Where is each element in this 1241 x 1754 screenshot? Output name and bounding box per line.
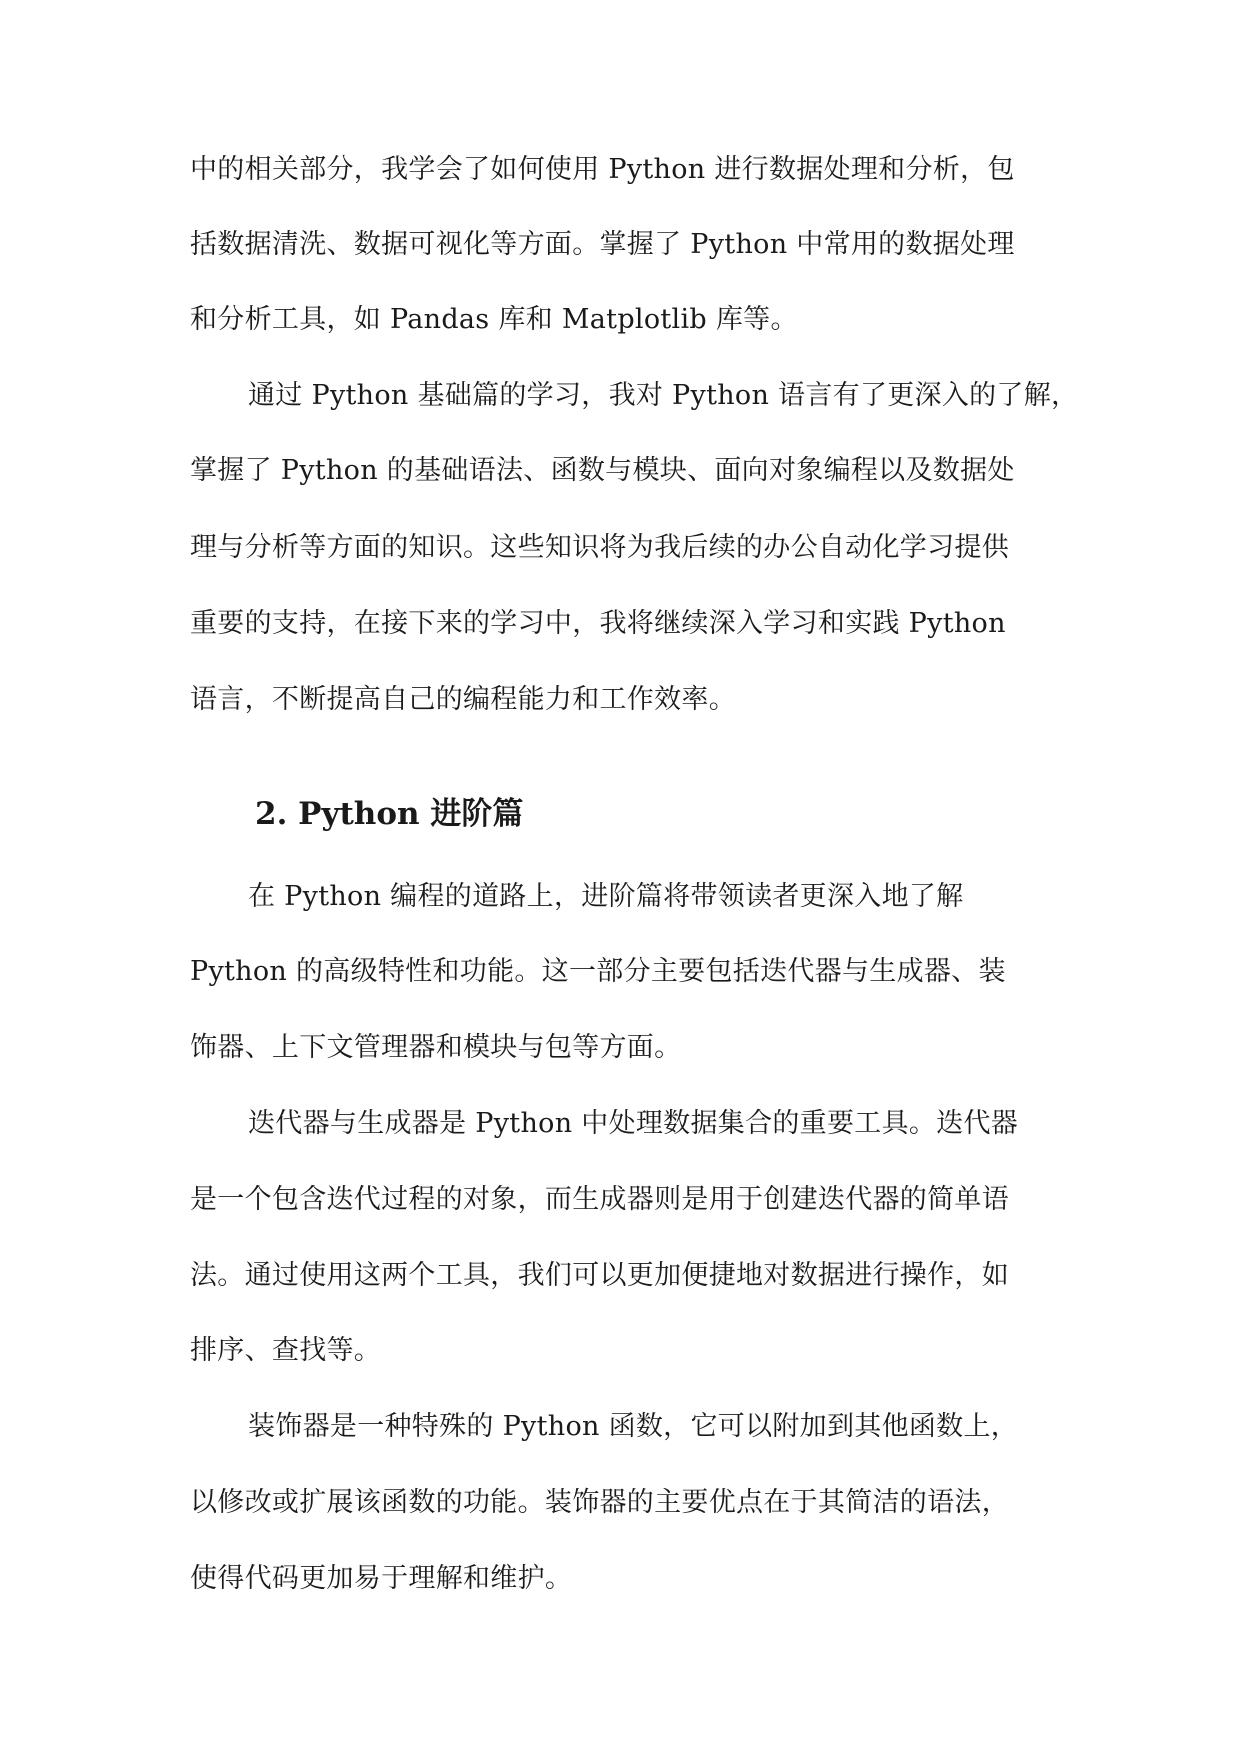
paragraph-4-line-3: 法。通过使用这两个工具，我们可以更加便捷地对数据进行操作，如	[190, 1260, 1009, 1291]
paragraph-2-line-4: 重要的支持，在接下来的学习中，我将继续深入学习和实践 Python	[190, 608, 1006, 639]
paragraph-5-line-3: 使得代码更加易于理解和维护。	[190, 1563, 573, 1594]
paragraph-2-line-2: 掌握了 Python 的基础语法、函数与模块、面向对象编程以及数据处	[190, 455, 1015, 486]
paragraph-3-line-3: 饰器、上下文管理器和模块与包等方面。	[190, 1032, 682, 1063]
paragraph-1-line-1: 中的相关部分，我学会了如何使用 Python 进行数据处理和分析，包	[190, 154, 1015, 185]
paragraph-2-line-3: 理与分析等方面的知识。这些知识将为我后续的办公自动化学习提供	[190, 532, 1009, 563]
paragraph-3-line-1: 在 Python 编程的道路上，进阶篇将带领读者更深入地了解	[248, 881, 964, 912]
paragraph-2-line-1: 通过 Python 基础篇的学习，我对 Python 语言有了更深入的了解，	[248, 380, 1079, 411]
paragraph-1-line-2: 括数据清洗、数据可视化等方面。掌握了 Python 中常用的数据处理	[190, 229, 1015, 260]
paragraph-3-line-2: Python 的高级特性和功能。这一部分主要包括迭代器与生成器、装	[190, 956, 1006, 987]
section-heading: 2. Python 进阶篇	[255, 796, 524, 832]
paragraph-4-line-2: 是一个包含迭代过程的对象，而生成器则是用于创建迭代器的简单语	[190, 1184, 1009, 1215]
paragraph-4-line-1: 迭代器与生成器是 Python 中处理数据集合的重要工具。迭代器	[248, 1108, 1019, 1139]
paragraph-1-line-3: 和分析工具，如 Pandas 库和 Matplotlib 库等。	[190, 304, 798, 335]
paragraph-5-line-1: 装饰器是一种特殊的 Python 函数，它可以附加到其他函数上，	[248, 1411, 1019, 1442]
paragraph-2-line-5: 语言，不断提高自己的编程能力和工作效率。	[190, 684, 736, 715]
paragraph-4-line-4: 排序、查找等。	[190, 1335, 382, 1366]
paragraph-5-line-2: 以修改或扩展该函数的功能。装饰器的主要优点在于其简洁的语法，	[190, 1487, 1009, 1518]
